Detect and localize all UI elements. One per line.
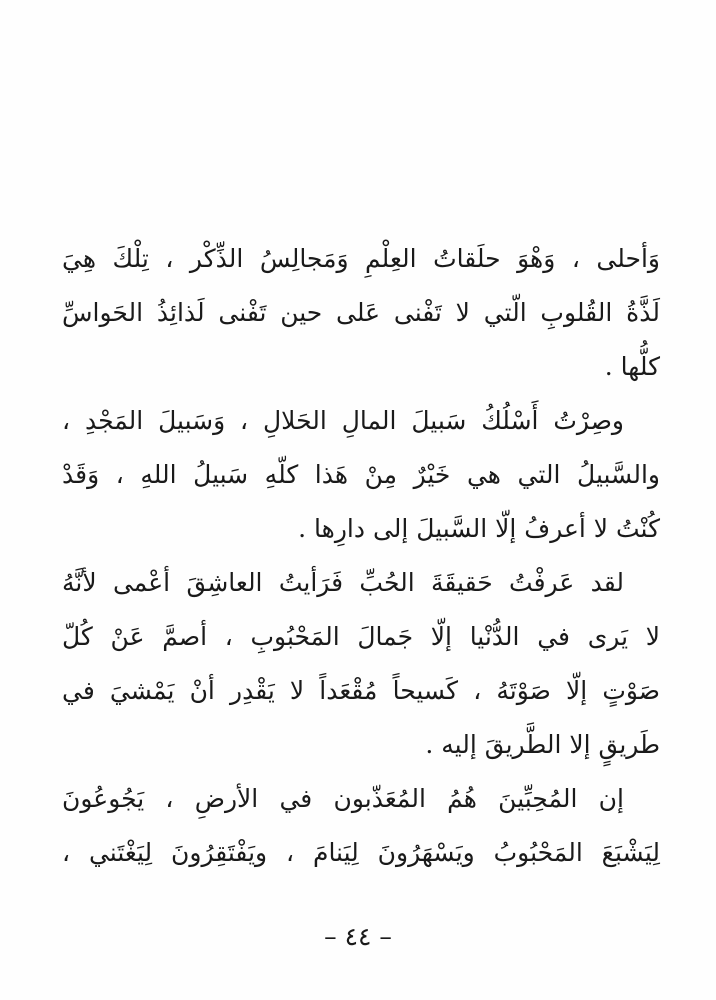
text-line: كلُّها . bbox=[604, 352, 660, 381]
text-line: لا يَرى في الدُّنْيا إلّا جَمالَ المَحْبُوبِ ، أصمَّ عَنْ كُلّ bbox=[62, 622, 660, 651]
text-line: والسَّبيلُ التي هي خَيْرٌ مِنْ هَذا كلّهِ سَبيلُ اللهِ ، وَقَدْ bbox=[62, 460, 660, 489]
text-line: كُنْتُ لا أعرفُ إلّا السَّبيلَ إلى دارِها . bbox=[298, 514, 660, 543]
text-line: وصِرْتُ أَسْلُكُ سَبيلَ المالِ الحَلالِ ، وَسَبيلَ المَجْدِ ، bbox=[62, 406, 624, 435]
text-line: إن المُحِبِّينَ هُمُ المُعَذّبون في الأرضِ ، يَجُوعُونَ bbox=[62, 784, 624, 813]
body-text bbox=[62, 232, 660, 880]
text-line: لِيَشْبَعَ المَحْبُوبُ ويَسْهَرُونَ لِيَنامَ ، ويَفْتَقِرُونَ لِيَغْتَني ، bbox=[62, 838, 660, 867]
text-line: لَذَّةُ القُلوبِ الّتي لا تَفْنى عَلى حين تَفْنى لَذائِذُ الحَواسِّ bbox=[62, 298, 660, 327]
text-line: لقد عَرفْتُ حَقيقَةَ الحُبِّ فَرَأيتُ العاشِقَ أعْمى لأنَّهُ bbox=[62, 568, 624, 597]
page-number: – ٤٤ – bbox=[324, 922, 392, 951]
text-line: وَأحلى ، وَهْوَ حلَقاتُ العِلْمِ وَمَجالِسُ الذِّكْر ، تِلْكَ هِيَ bbox=[62, 244, 660, 273]
text-line: طَريقٍ إلا الطَّريقَ إليه . bbox=[425, 730, 660, 759]
text-line: صَوْتٍ إلّا صَوْتَهُ ، كَسيحاً مُقْعَداً لا يَقْدِر أنْ يَمْشيَ في bbox=[62, 676, 660, 705]
